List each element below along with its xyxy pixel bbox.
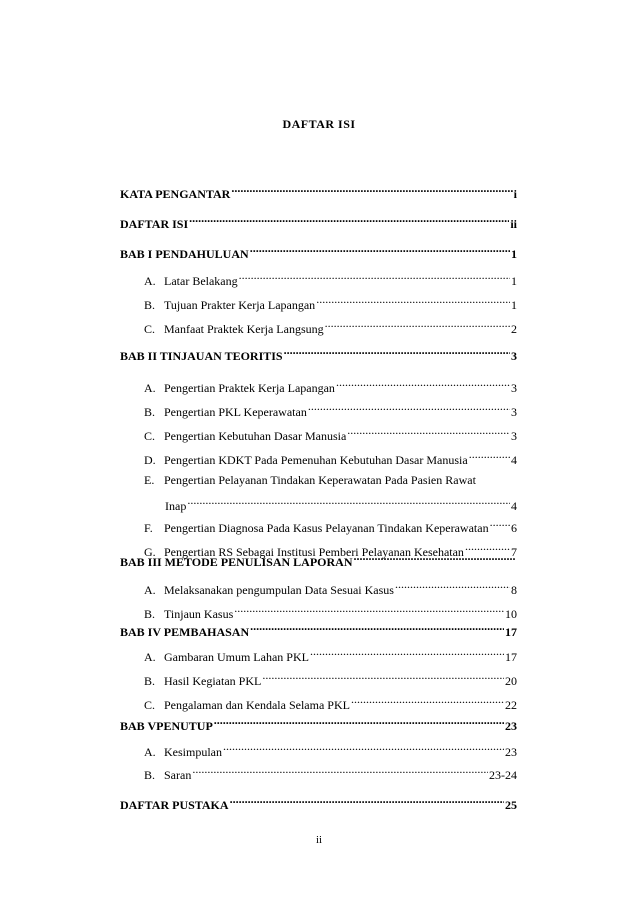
toc-item-row [144,669,517,689]
toc-leader-dots [234,602,504,618]
toc-item-label: Manfaat Praktek Kerja Langsung [164,322,324,336]
toc-item-continuation-row [165,494,517,514]
toc-page-number: 23-24 [489,768,517,782]
toc-item-marker: D. [144,453,156,467]
toc-heading-label: KATA PENGANTAR [120,187,231,201]
toc-heading-row [120,212,517,232]
toc-page-number: i [513,187,517,201]
toc-item-label: Melaksanakan pengumpulan Data Sesuai Kasus [164,583,394,597]
toc-item-marker: B. [144,768,156,782]
toc-page-number: 2 [511,322,517,336]
toc-item-label: Gambaran Umum Lahan PKL [164,650,309,664]
toc-page-number: 10 [505,607,517,621]
toc-heading-row [120,714,517,734]
toc-page-number: 1 [511,298,517,312]
toc-item-marker: A. [144,274,156,288]
toc-item-row [144,645,517,665]
toc-item-marker: G. [144,545,156,559]
toc-page-number: 3 [511,381,517,395]
toc-heading-row [120,620,517,640]
toc-page-number: 17 [505,650,517,664]
toc-heading-row [120,344,517,364]
toc-item-label: Kesimpulan [164,745,222,759]
toc-item-label: Pengertian Pelayanan Tindakan Keperawatan Pada Pasien Rawat [164,473,476,487]
toc-heading-label: BAB IV PEMBAHASAN [120,625,250,639]
toc-item-row [144,763,517,783]
toc-page-number: 3 [511,349,517,363]
toc-leader-dots [336,376,510,392]
toc-heading-label: BAB VPENUTUP [120,719,213,733]
toc-item-row [144,269,517,289]
toc-page-number: 3 [511,405,517,419]
toc-item-label: Hasil Kegiatan PKL [164,674,262,688]
toc-page-number: 3 [511,429,517,443]
toc-leader-dots [490,516,510,532]
toc-leader-dots [351,693,504,709]
toc-item-label: Pengertian Kebutuhan Dasar Manusia [164,429,347,443]
toc-leader-dots [231,182,512,198]
toc-item-label: Tinjaun Kasus [164,607,234,621]
toc-leader-dots [192,763,488,779]
toc-item-marker: E. [144,473,155,487]
toc-item-marker: B. [144,674,156,688]
toc-item-marker: A. [144,650,156,664]
toc-leader-dots [230,793,504,809]
toc-item-marker: A. [144,745,156,759]
toc-item-marker: B. [144,298,156,312]
toc-item-row [144,293,517,313]
toc-item-label: Pengertian KDKT Pada Pemenuhan Kebutuhan Dasar Manusia [164,453,468,467]
toc-item-row [144,400,517,420]
toc-leader-dots [308,400,510,416]
toc-heading-row [120,242,517,262]
toc-leader-dots [250,242,510,258]
toc-item-marker: B. [144,405,156,419]
toc-item-label: Saran [164,768,192,782]
toc-item-label: Pengertian RS Sebagai Institusi Pemberi Pelayanan Kesehatan [164,545,464,559]
toc-leader-dots [262,669,504,685]
page-title: DAFTAR ISI [282,117,356,131]
toc-leader-dots [310,645,504,661]
toc-leader-dots [284,344,510,360]
toc-leader-dots [469,448,510,464]
toc-page-number: 7 [511,545,517,559]
toc-heading-row [120,182,517,202]
toc-item-marker: F. [144,521,153,535]
toc-page-number: 1 [511,247,517,261]
toc-leader-dots [325,317,510,333]
toc-heading-label: BAB III METODE PENULISAN LAPORAN [120,555,353,569]
toc-item-marker: A. [144,583,156,597]
toc-page-number: 6 [511,521,517,535]
toc-page-number: 4 [511,499,517,513]
toc-item-marker: C. [144,429,156,443]
toc-page-number: 25 [505,798,517,812]
toc-page-number: 4 [511,453,517,467]
toc-heading-label: BAB I PENDAHULUAN [120,247,249,261]
toc-leader-dots [353,550,516,566]
toc-page-number: 1 [511,274,517,288]
toc-page-number: 22 [505,698,517,712]
toc-item-row [144,317,517,337]
toc-leader-dots [187,494,510,510]
toc-leader-dots [214,714,504,730]
toc-page-number: 23 [505,745,517,759]
toc-heading-row [120,793,517,813]
toc-heading-label: DAFTAR PUSTAKA [120,798,229,812]
toc-item-continuation: Inap [165,499,187,513]
toc-item-row [144,602,517,622]
toc-leader-dots [250,620,504,636]
toc-leader-dots [316,293,510,309]
toc-page-number: 23 [505,719,517,733]
toc-heading-label: DAFTAR ISI [120,217,189,231]
toc-leader-dots [347,424,510,440]
toc-item-row [144,424,517,444]
toc-item-label: Latar Belakang [164,274,238,288]
toc-item-marker: C. [144,698,156,712]
page-number: ii [315,834,323,846]
toc-item-marker: C. [144,322,156,336]
toc-item-row [144,472,517,488]
toc-item-label: Pengertian Praktek Kerja Lapangan [164,381,335,395]
toc-heading-row [120,550,517,570]
toc-item-label: Pengertian PKL Keperawatan [164,405,307,419]
toc-item-marker: B. [144,607,156,621]
toc-item-row [144,376,517,396]
toc-page-number: 8 [511,583,517,597]
toc-leader-dots [395,578,510,594]
toc-item-row [144,740,517,760]
toc-item-label: Pengertian Diagnosa Pada Kasus Pelayanan Tindakan Keperawatan [164,521,489,535]
toc-leader-dots [189,212,509,228]
toc-leader-dots [223,740,504,756]
toc-item-label: Tujuan Prakter Kerja Lapangan [164,298,316,312]
toc-item-row [144,448,517,468]
toc-page-number: ii [510,217,517,231]
toc-item-marker: A. [144,381,156,395]
toc-page-number: 20 [505,674,517,688]
toc-item-row [144,578,517,598]
toc-page-number: 17 [505,625,517,639]
toc-item-row [144,516,517,536]
toc-heading-label: BAB II TINJAUAN TEORITIS [120,349,283,363]
toc-item-label: Pengalaman dan Kendala Selama PKL [164,698,350,712]
toc-item-row [144,693,517,713]
toc-leader-dots [239,269,510,285]
